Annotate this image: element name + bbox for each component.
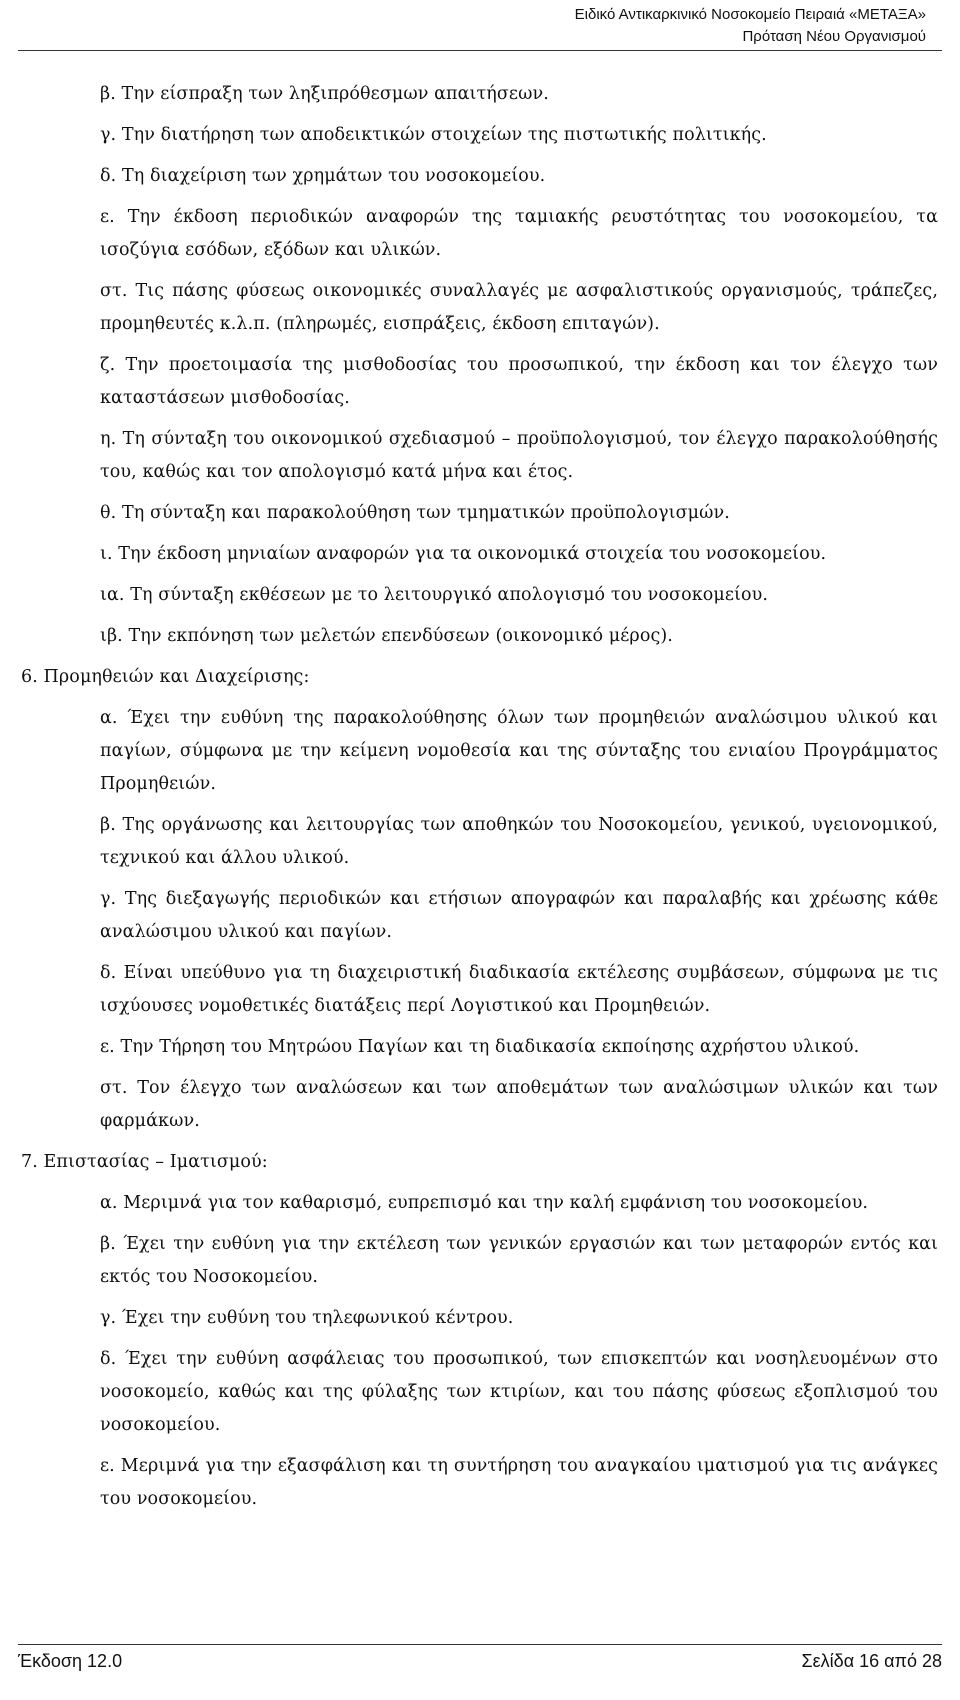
list-item: θ. Τη σύνταξη και παρακολούθηση των τμηματικών προϋπολογισμών. bbox=[100, 503, 730, 523]
list-item: β. Την είσπραξη των ληξιπρόθεσμων απαιτήσεων. bbox=[100, 84, 549, 104]
list-item: ι. Την έκδοση μηνιαίων αναφορών για τα οικονομικά στοιχεία του νοσοκομείου. bbox=[100, 544, 827, 564]
list-item: δ. Είναι υπεύθυνο για τη διαχειριστική διαδικασία εκτέλεσης συμβάσεων, σύμφωνα με τις ισχύουσες νομοθετικές διατάξεις περί Λογιστικού και Προμηθειών. bbox=[100, 963, 938, 1016]
list-item: γ. Έχει την ευθύνη του τηλεφωνικού κέντρου. bbox=[100, 1308, 514, 1328]
list-item: ια. Τη σύνταξη εκθέσεων με το λειτουργικό απολογισμό του νοσοκομείου. bbox=[100, 585, 769, 605]
list-item: ιβ. Την εκπόνηση των μελετών επενδύσεων (οικονομικό μέρος). bbox=[100, 626, 673, 646]
list-item: η. Τη σύνταξη του οικονομικού σχεδιασμού – προϋπολογισμού, τον έλεγχο παρακολούθησής του, καθώς και τον απολογισμό κατά μήνα και έτος. bbox=[100, 429, 938, 482]
list-item: β. Έχει την ευθύνη για την εκτέλεση των γενικών εργασιών και των μεταφορών εντός και εκτός του Νοσοκομείου. bbox=[100, 1234, 938, 1287]
list-item: ε. Την Τήρηση του Μητρώου Παγίων και τη διαδικασία εκποίησης αχρήστου υλικού. bbox=[100, 1037, 860, 1057]
list-item: δ. Τη διαχείριση των χρημάτων του νοσοκομείου. bbox=[100, 166, 546, 186]
footer-page-number: Σελίδα 16 από 28 bbox=[801, 1651, 942, 1671]
page-footer bbox=[18, 1644, 942, 1672]
list-item: στ. Τον έλεγχο των αναλώσεων και των αποθεμάτων των αναλώσιμων υλικών και των φαρμάκων. bbox=[100, 1078, 938, 1131]
section-heading-procurement: 6. Προμηθειών και Διαχείρισης: bbox=[21, 667, 310, 687]
document-body bbox=[0, 78, 960, 1516]
section-heading-housekeeping: 7. Επιστασίας – Ιματισμού: bbox=[21, 1152, 268, 1172]
header-document-title: Πρόταση Νέου Οργανισμού bbox=[742, 28, 926, 45]
list-item: α. Έχει την ευθύνη της παρακολούθησης όλων των προμηθειών αναλώσιμου υλικού και παγίων, σύμφωνα με την κείμενη νομοθεσία και της σύνταξης του ενιαίου Προγράμματος Προμηθειών. bbox=[100, 708, 938, 794]
footer-version: Έκδοση 12.0 bbox=[18, 1651, 123, 1671]
list-item: ε. Την έκδοση περιοδικών αναφορών της ταμιακής ρευστότητας του νοσοκομείου, τα ισοζύγια εσόδων, εξόδων και υλικών. bbox=[100, 207, 938, 260]
header-divider bbox=[18, 50, 942, 51]
list-item: ζ. Την προετοιμασία της μισθοδοσίας του προσωπικού, την έκδοση και τον έλεγχο των καταστάσεων μισθοδοσίας. bbox=[100, 355, 938, 408]
list-item: ε. Μεριμνά για την εξασφάλιση και τη συντήρηση του αναγκαίου ιματισμού για τις ανάγκες του νοσοκομείου. bbox=[100, 1456, 938, 1509]
list-item: γ. Της διεξαγωγής περιοδικών και ετήσιων απογραφών και παραλαβής και χρέωσης κάθε αναλώσιμου υλικού και παγίων. bbox=[100, 889, 938, 942]
list-item: γ. Την διατήρηση των αποδεικτικών στοιχείων της πιστωτικής πολιτικής. bbox=[100, 125, 767, 145]
list-item: δ. Έχει την ευθύνη ασφάλειας του προσωπικού, των επισκεπτών και νοσηλευομένων στο νοσοκομείο, καθώς και της φύλαξης των κτιρίων, και του πάσης φύσεως εξοπλισμού του νοσοκομείου. bbox=[100, 1349, 938, 1435]
header-organization: Ειδικό Αντικαρκινικό Νοσοκομείο Πειραιά «ΜΕΤΑΞΑ» bbox=[574, 6, 926, 23]
page-header bbox=[0, 0, 960, 50]
list-item: α. Μεριμνά για τον καθαρισμό, ευπρεπισμό και την καλή εμφάνιση του νοσοκομείου. bbox=[100, 1193, 869, 1213]
list-item: στ. Τις πάσης φύσεως οικονομικές συναλλαγές με ασφαλιστικούς οργανισμούς, τράπεζες, προμηθευτές κ.λ.π. (πληρωμές, εισπράξεις, έκδοση επιταγών). bbox=[100, 281, 938, 334]
list-item: β. Της οργάνωσης και λειτουργίας των αποθηκών του Νοσοκομείου, γενικού, υγειονομικού, τεχνικού και άλλου υλικού. bbox=[100, 815, 938, 868]
